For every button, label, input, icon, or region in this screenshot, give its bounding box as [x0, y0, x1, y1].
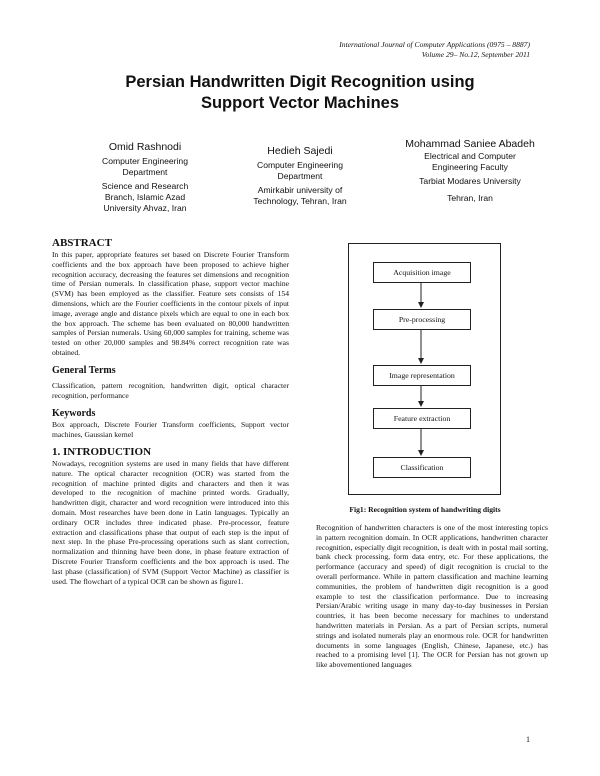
- author-dept-line: Department: [277, 171, 323, 181]
- author-aff-line: Science and Research: [101, 181, 189, 191]
- right-column-paragraph: Recognition of handwritten characters is one of the most interesting topics in pattern recognition domain. In OCR applications, handwritten character recognition, especially digit recognition, is dealt with in postal mail sorting, bank check processing, form data entry, etc. For these applications, the performance (accuracy and speed) of digit recognition is crucial to the overall performance. While in pattern classification and machine learning communities, the problem of handwritten digit recognition is a good example to test the classification performance. Due to increasing Persian/Arabic writing usage in many day-to-day businesses in Persian countries, it has been become necessary for machines to understand handwritten materials in Persian. As a part of Persian scripts, numeral strings and isolated numerals play an enormous role. OCR for handwritten documents in some languages (English, Chinese, Japanese, etc.) has reached to a promising level [1]. The OCR for Persian has not grown up like abovementioned languages: [316, 523, 548, 670]
- introduction-text: Nowadays, recognition systems are used in many fields that have different nature. The optical character recognition (OCR) was started from the recognition of machine printed digits and characters and then it was developed to the recognition of machine printed words. Gradually, handwritten digit, character and word recognition were introduced into this domain. Most researches have been done in Latin languages. Typically an ordinary OCR includes three indicated phase. Pre-processor, feature extraction and classifications phase that output of each step is the input of next step. In the phase Pre-processing operations such as slant correction, normalization and thinning have been done, in phase feature extraction of Discrete Fourier Transform coefficients and the box approach is used. The last phase (classification) of SVM (Support Vector Machine) as classifier is used. The flowchart of a typical OCR can be shown as figure1.: [52, 458, 289, 586]
- author-dept-line: Computer Engineering: [257, 160, 343, 170]
- general-terms-text: Classification, pattern recognition, handwritten digit, optical character recognition, performance: [52, 380, 289, 400]
- author-aff-line: Technology, Tehran, Iran: [253, 196, 347, 206]
- author-dept-line: Computer Engineering: [102, 156, 188, 166]
- keywords-text: Box approach, Discrete Fourier Transform coefficients, Support vector machines, Gaussian kernel: [52, 420, 289, 440]
- flow-node-image-representation: Image representation: [373, 365, 471, 386]
- abstract-heading: ABSTRACT: [52, 237, 112, 249]
- author-dept-line: Electrical and Computer: [424, 151, 516, 161]
- flow-node-acquisition: Acquisition image: [373, 262, 471, 283]
- flow-node-classification: Classification: [373, 457, 471, 478]
- general-terms-heading: General Terms: [52, 364, 116, 376]
- title-line-2: Support Vector Machines: [200, 94, 400, 112]
- author-dept-line: Department: [122, 167, 168, 177]
- author-aff-line: Amirkabir university of: [257, 185, 343, 195]
- flow-node-feature-extraction: Feature extraction: [373, 408, 471, 429]
- author-dept-line: Engineering Faculty: [432, 162, 508, 172]
- introduction-heading: 1. INTRODUCTION: [52, 445, 152, 458]
- abstract-text: In this paper, appropriate features set based on Discrete Fourier Transform coefficients and the box approach have been proposed to achieve higher recognition accuracy, decreasing the features set dimensions and recognition time of Persian numerals. In classification phase, support vector machine (SVM) has been employed as the classifier. Feature sets consists of 154 dimensions, which are the Fourier coefficients in the contour pixels of input image, average angle and distance pixels which are equal to one in each box the box approach. The scheme has been evaluated on 80,000 handwritten samples of Persian numerals. Using 60,000 samples for training, scheme was tested on other 20,000 samples and 98.84% correct recognition rate was obtained.: [52, 250, 289, 357]
- author-name: Mohammad Saniee Abadeh: [405, 138, 535, 150]
- figure-caption: Fig1: Recognition system of handwriting digits: [349, 505, 501, 514]
- page-number: 1: [526, 735, 530, 744]
- author-aff-line: Tehran, Iran: [447, 193, 493, 203]
- author-aff-line: Branch, Islamic Azad: [104, 192, 186, 202]
- title-line-1: Persian Handwritten Digit Recognition using: [125, 73, 475, 91]
- author-aff-line: University Ahvaz, Iran: [103, 203, 187, 213]
- flow-node-preprocessing: Pre-processing: [373, 309, 471, 330]
- keywords-heading: Keywords: [52, 408, 96, 420]
- journal-name: International Journal of Computer Applications (0975 – 8887): [339, 40, 530, 49]
- journal-volume: Volume 29– No.12, September 2011: [421, 50, 530, 59]
- author-name: Omid Rashnodi: [108, 141, 182, 153]
- author-name: Hedieh Sajedi: [267, 145, 333, 157]
- right-column-text: [316, 523, 548, 670]
- author-aff-line: Tarbiat Modares University: [419, 176, 521, 186]
